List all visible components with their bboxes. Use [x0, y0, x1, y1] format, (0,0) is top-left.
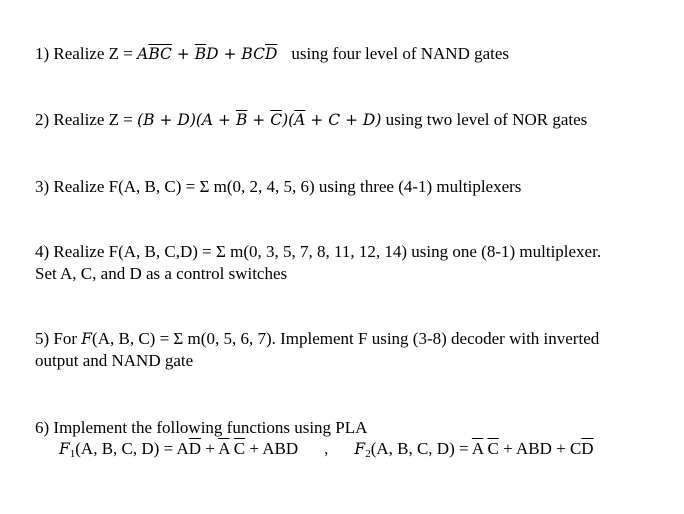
f1-a-bar: $\overline{A}$ — [218, 439, 230, 458]
q5-func: F — [81, 330, 93, 348]
f2-name: F — [354, 440, 366, 458]
question-6-functions — [59, 439, 594, 464]
f2-subscript: 2 — [365, 448, 371, 460]
f2-a-bar: $\overline{A}$ — [471, 439, 484, 458]
question-2 — [35, 110, 587, 130]
q1-term-b2-bar: $\overline{B}$ — [194, 45, 207, 63]
f1-args: (A, B, C, D) = A — [75, 439, 189, 458]
q1-plus-1: + — [171, 45, 195, 63]
f2-args: (A, B, C, D) = — [370, 439, 472, 458]
f1-abd: + ABD — [245, 439, 299, 458]
q2-part-g: + C + D) — [305, 111, 382, 129]
q5-rest: (A, B, C) = Σ m(0, 5, 6, 7). Implement F using (3-8) decoder with inverted — [92, 329, 600, 348]
f2-d-bar: $\overline{D}$ — [581, 439, 594, 458]
q2-b-bar: $\overline{B}$ — [235, 111, 248, 129]
q2-suffix: using two level of NOR gates — [385, 110, 588, 129]
q1-term-a: A — [137, 45, 149, 63]
question-1 — [35, 44, 509, 64]
function-separator: , — [324, 439, 329, 458]
q2-a-bar: $\overline{A}$ — [294, 111, 306, 129]
f1-plus-1: + — [201, 439, 219, 458]
q1-prefix: 1) Realize Z = — [35, 44, 138, 63]
q2-paren: )( — [282, 111, 295, 129]
q1-expression — [137, 45, 277, 63]
q1-term-d: D + — [206, 45, 242, 63]
q2-prefix: 2) Realize Z = — [35, 110, 138, 129]
question-5-line-1 — [35, 329, 599, 349]
q2-part-a: (B + D)(A + — [137, 111, 236, 129]
f2-abd-c: + ABD + C — [498, 439, 582, 458]
question-4-line-2: Set A, C, and D as a control switches — [35, 264, 288, 283]
q1-term-c-bar: $\overline{C}$ — [160, 45, 172, 63]
question-6-line-1: 6) Implement the following functions using PLA — [35, 418, 368, 437]
question-3: 3) Realize F(A, B, C) = Σ m(0, 2, 4, 5, 6) using three (4-1) multiplexers — [35, 177, 522, 196]
q1-suffix: using four level of NAND gates — [291, 44, 510, 63]
q1-term-b-bar: $\overline{B}$ — [148, 45, 160, 63]
question-4-line-1: 4) Realize F(A, B, C,D) = Σ m(0, 3, 5, 7, 8, 11, 12, 14) using one (8-1) multiplexer. — [35, 242, 602, 261]
q1-term-d-bar: $\overline{D}$ — [264, 45, 278, 63]
f2-c-bar: $\overline{C}$ — [487, 439, 499, 458]
question-5-line-2: output and NAND gate — [35, 351, 194, 370]
f1-c-bar: $\overline{C}$ — [233, 439, 246, 458]
q5-prefix: 5) For — [35, 329, 82, 348]
q2-expression — [137, 111, 381, 129]
q2-plus: + — [247, 111, 271, 129]
f1-d-bar: $\overline{D}$ — [188, 439, 202, 458]
f1-subscript: 1 — [69, 448, 76, 460]
q2-c-bar: $\overline{C}$ — [270, 111, 283, 129]
f1-name: F — [59, 440, 70, 458]
q1-term-bc: BC — [241, 45, 265, 63]
